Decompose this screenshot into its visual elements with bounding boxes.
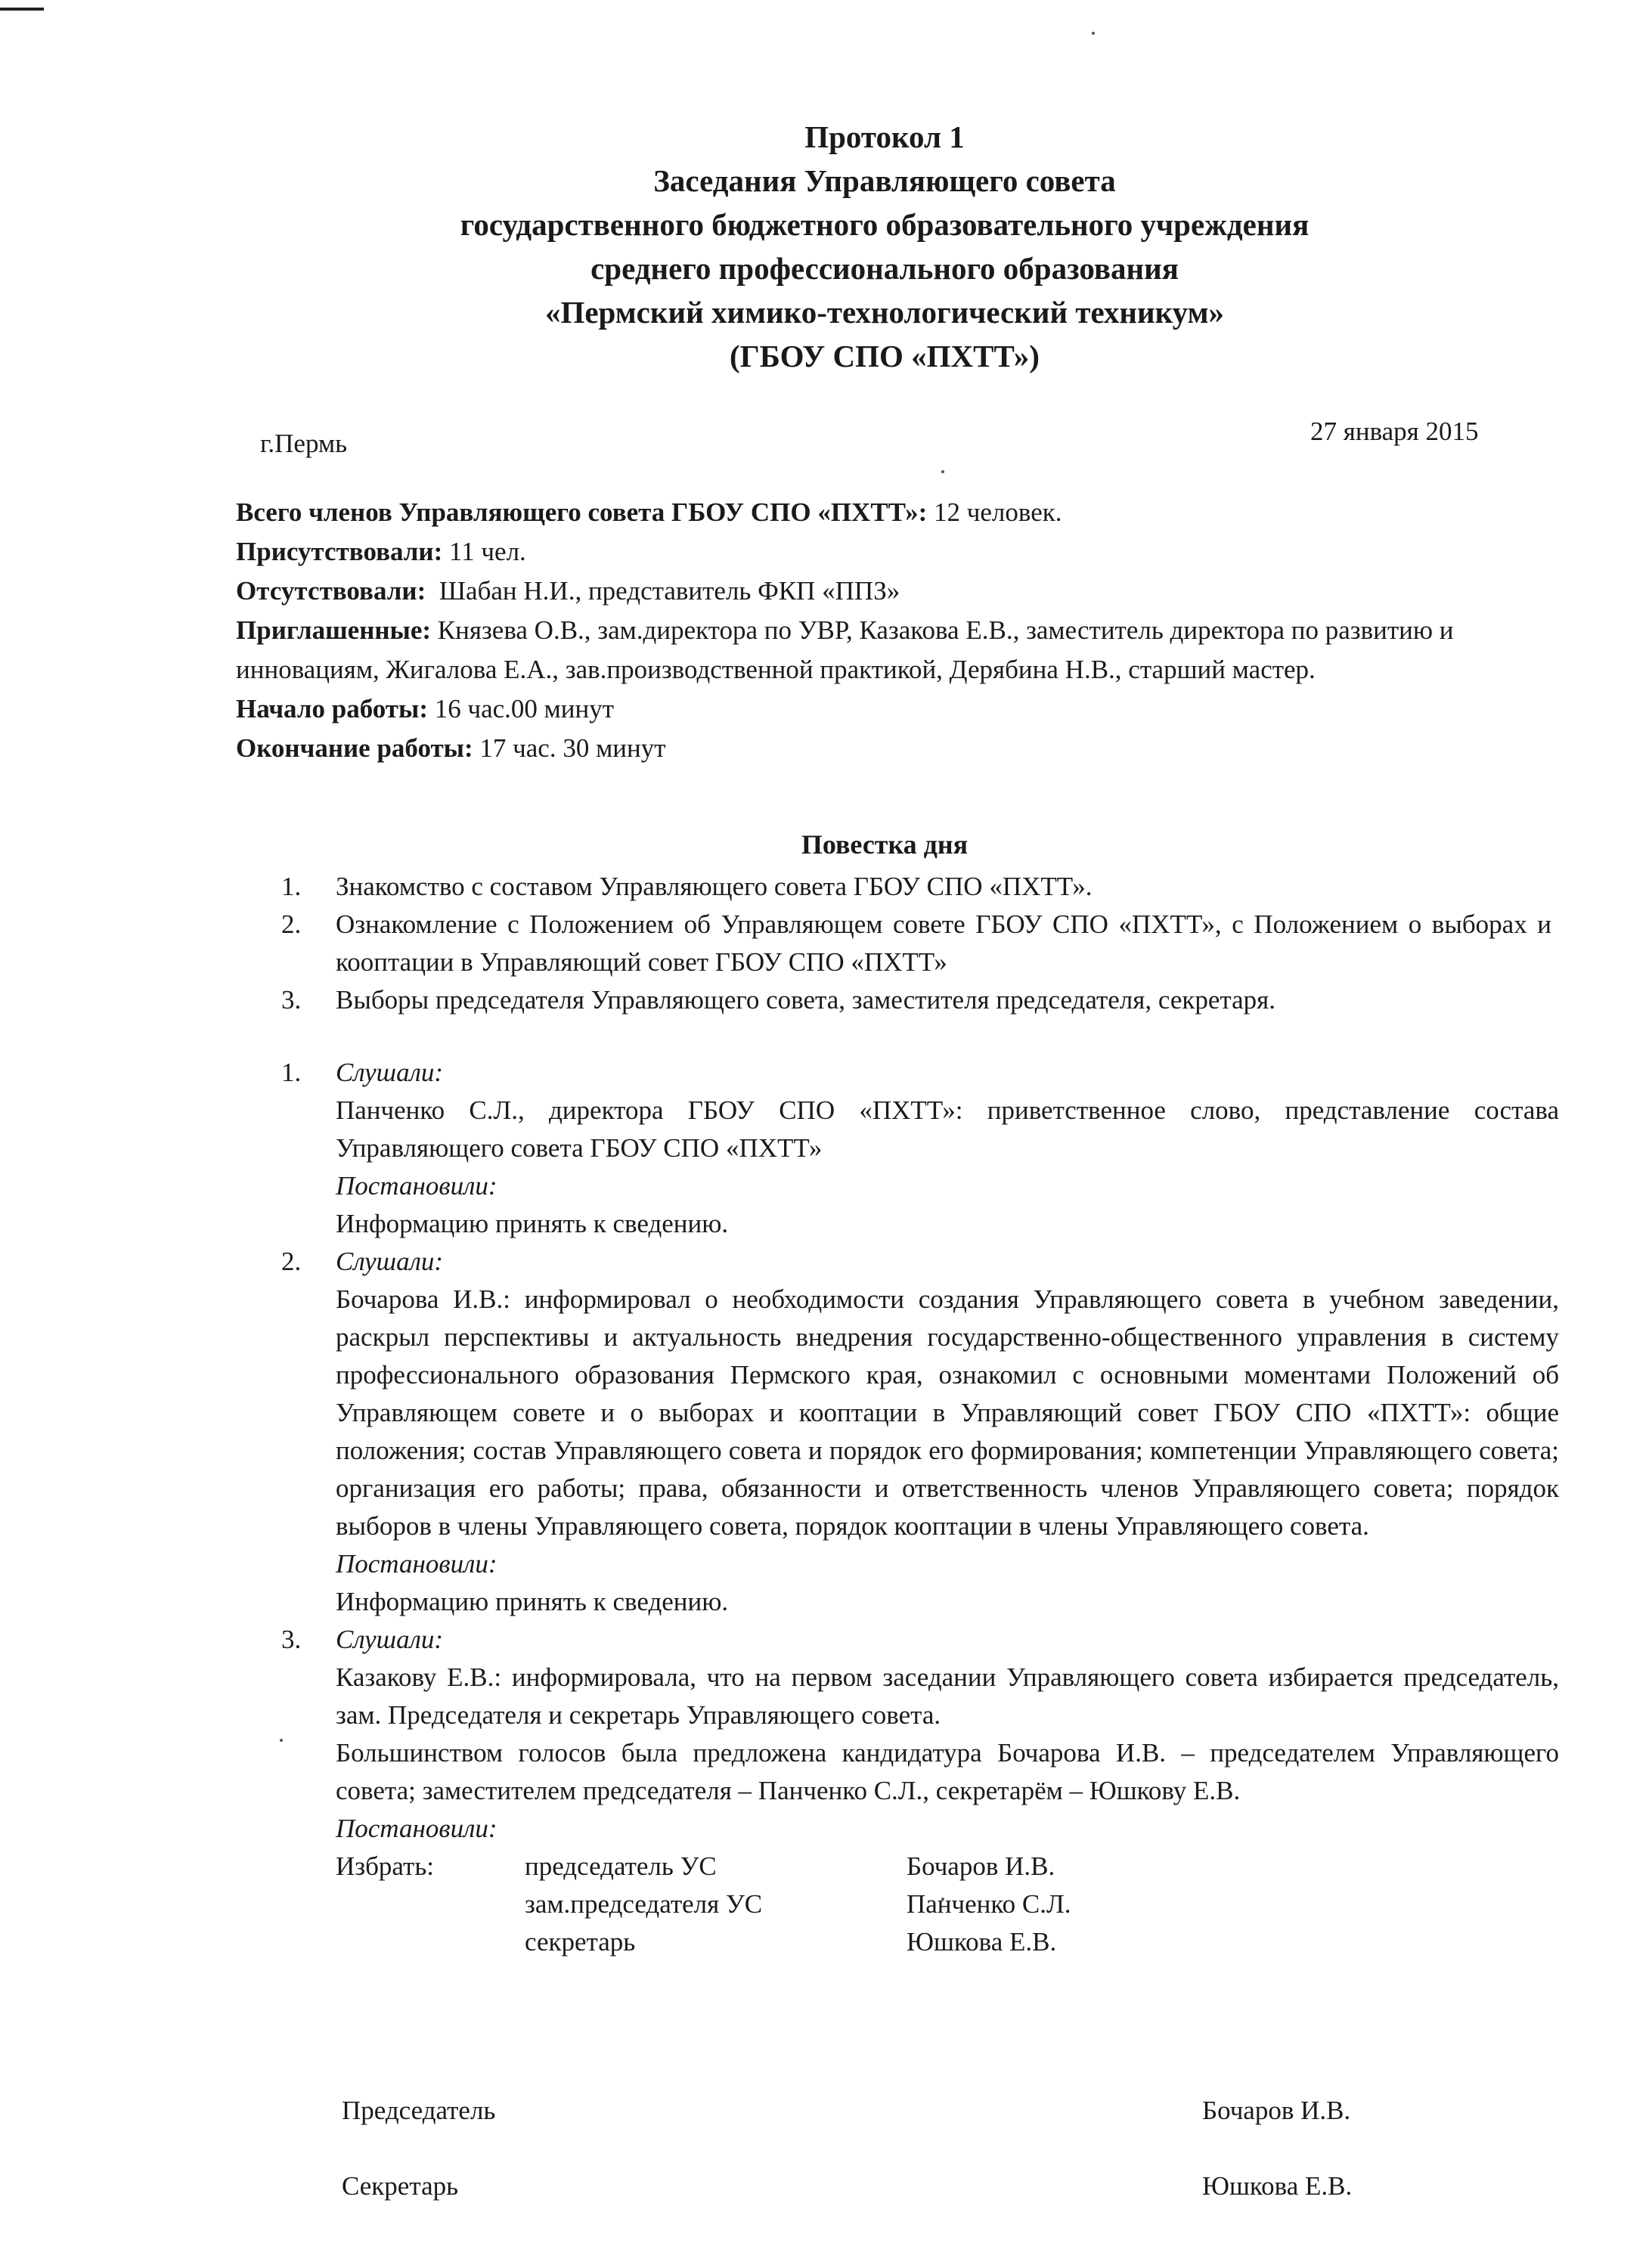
agenda-item (281, 868, 1551, 906)
title-line: Протокол 1 (804, 119, 965, 154)
secretary-label: Секретарь (342, 2171, 459, 2201)
document-title (227, 115, 1542, 378)
present-value: 11 чел. (448, 537, 526, 566)
agenda-list (281, 868, 1551, 1019)
invited-label: Приглашенные: (236, 615, 432, 645)
title-line: Заседания Управляющего совета (653, 163, 1116, 198)
heard-label: Слушали: (336, 1058, 444, 1087)
heard-label: Слушали: (336, 1625, 444, 1654)
title-line: среднего профессионального образования (590, 251, 1179, 286)
present (236, 532, 1589, 572)
title-line: государственного бюджетного образовательного учреждения (460, 207, 1310, 242)
present-label: Присутствовали: (236, 537, 443, 566)
agenda-item-number: 3. (281, 985, 302, 1015)
total-members-label: Всего членов Управляющего совета ГБОУ СПО «ПХТТ»: (236, 497, 928, 527)
heard-text: Бочарова И.В.: информировал о необходимости создания Управляющего совета в учебном заведении, раскрыл перспективы и актуальность внедрения государственно-общественного управления в систему профессионального образования Пермского края, ознакомил с основными моментами Положений об Управляющем совете и о выборах и кооптации в Управляющий совет ГБОУ СПО «ПХТТ»: общие положения; состав Управляющего совета и порядок его формирования; компетенции Управляющего совета; организация его работы; права, обязанности и ответственность членов Управляющего совета; порядок выборов в члены Управляющего совета, порядок кооптации в члены Управляющего совета. (336, 1284, 1559, 1541)
heard-label: Слушали: (336, 1247, 444, 1276)
decided-label: Постановили: (336, 1171, 497, 1201)
chair-label: Председатель (342, 2096, 496, 2125)
elected-position: зам.председателя УС (525, 1889, 763, 1919)
elected-name: Юшкова Е.В. (907, 1927, 1057, 1957)
start-time (236, 689, 1589, 729)
end-label: Окончание работы: (236, 733, 473, 763)
decided-text: Информацию принять к сведению. (336, 1209, 729, 1238)
agenda-item-text: Знакомство с составом Управляющего совета ГБОУ СПО «ПХТТ». (336, 872, 1093, 901)
section-2 (281, 1243, 1559, 1621)
meeting-info (236, 493, 1589, 768)
agenda-item (281, 906, 1551, 981)
heard-text: Казакову Е.В.: информировала, что на первом заседании Управляющего совета избирается председатель, зам. Председателя и секретарь Управляющего совета. (336, 1662, 1559, 1730)
elected-row (336, 1923, 1559, 1961)
start-label: Начало работы: (236, 694, 428, 723)
absent-label: Отсутствовали: (236, 576, 426, 606)
decided-label: Постановили: (336, 1549, 497, 1579)
section-1 (281, 1054, 1559, 1243)
chair-name: Бочаров И.В. (1202, 2096, 1351, 2125)
secretary-name: Юшкова Е.В. (1202, 2171, 1353, 2201)
absent (236, 572, 1589, 611)
title-line: «Пермский химико-технологический техникум» (544, 295, 1225, 330)
section-number: 1. (281, 1058, 302, 1087)
elect-label: Избрать: (336, 1851, 435, 1881)
scan-edge-mark (0, 8, 44, 11)
agenda-item-number: 2. (281, 909, 302, 939)
heard-text: Панченко С.Л., директора ГБОУ СПО «ПХТТ»: приветственное слово, представление состава Управляющего совета ГБОУ СПО «ПХТТ» (336, 1095, 1559, 1163)
proceedings (281, 1054, 1559, 1961)
total-members (236, 493, 1589, 532)
agenda-item-text: Выборы председателя Управляющего совета, заместителя председателя, секретаря. (336, 985, 1276, 1015)
section-number: 2. (281, 1247, 302, 1276)
scan-speck (941, 470, 944, 473)
section-3 (281, 1621, 1559, 1961)
decided-label: Постановили: (336, 1814, 497, 1843)
agenda-item-number: 1. (281, 872, 302, 901)
heard-text: Большинством голосов была предложена кандидатура Бочарова И.В. – председателем Управляющего совета; заместителем председателя – Панченко С.Л., секретарём – Юшкову Е.В. (336, 1738, 1559, 1805)
city: г.Пермь (260, 429, 348, 458)
start-value: 16 час.00 минут (434, 694, 615, 723)
end-value: 17 час. 30 минут (479, 733, 666, 763)
elected-name: Панченко С.Л. (907, 1889, 1071, 1919)
date: 27 января 2015 (1310, 417, 1479, 446)
title-line: (ГБОУ СПО «ПХТТ») (730, 339, 1040, 373)
agenda-item (281, 981, 1551, 1019)
absent-value: Шабан Н.И., представитель ФКП «ППЗ» (439, 576, 900, 606)
elected-position: председатель УС (525, 1851, 717, 1881)
elected-row (336, 1848, 1559, 1885)
total-members-value: 12 человек. (934, 497, 1062, 527)
decided-text: Информацию принять к сведению. (336, 1587, 729, 1616)
agenda-title: Повестка дня (801, 829, 969, 860)
elected-position: секретарь (525, 1927, 636, 1957)
section-number: 3. (281, 1625, 302, 1654)
agenda-item-text: Ознакомление с Положением об Управляющем совете ГБОУ СПО «ПХТТ», с Положением о выборах и кооптации в Управляющий совет ГБОУ СПО «ПХТТ» (336, 909, 1551, 977)
elected-name: Бочаров И.В. (907, 1851, 1055, 1881)
end-time (236, 729, 1589, 768)
elected-row (336, 1885, 1559, 1923)
scan-speck (1092, 32, 1095, 35)
invited (236, 611, 1589, 689)
invited-value: Князева О.В., зам.директора по УВР, Казакова Е.В., заместитель директора по развитию и инновациям, Жигалова Е.А., зав.производственной практикой, Дерябина Н.В., старший мастер. (236, 615, 1454, 684)
